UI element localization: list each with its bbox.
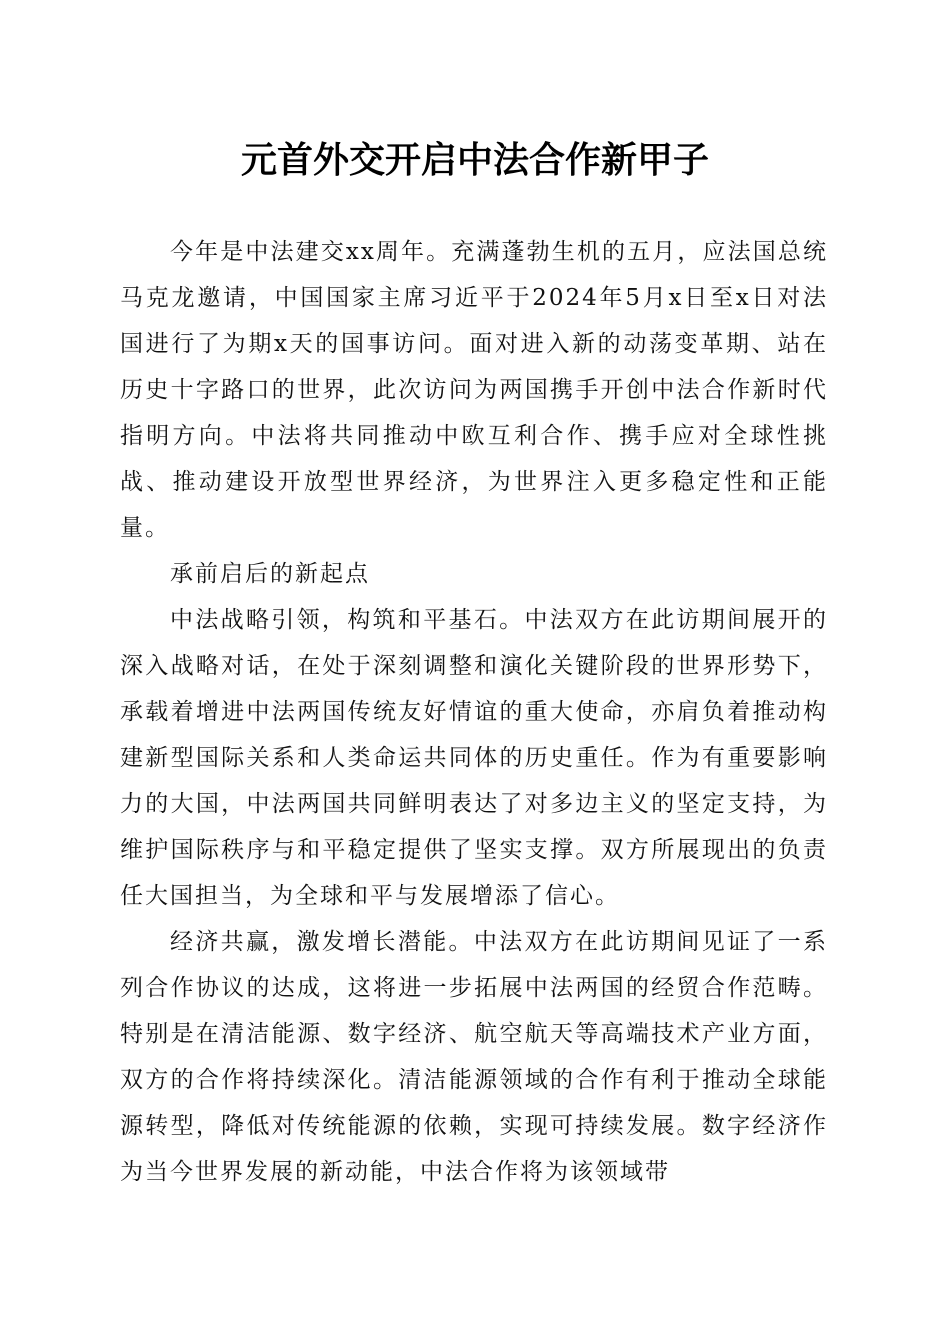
document-title: 元首外交开启中法合作新甲子 [240,139,709,181]
paragraph-intro: 今年是中法建交xx周年。充满蓬勃生机的五月，应法国总统马克龙邀请，中国国家主席习近平于2024年5月x日至x日对法国进行了为期x天的国事访问。面对进入新的动荡变革期、站在历史十字路口的世界，此次访问为两国携手开创中法合作新时代指明方向。中法将共同推动中欧互利合作、携手应对全球性挑战、推动建设开放型世界经济，为世界注入更多稳定性和正能量。 [120,239,828,541]
paragraph-economy: 经济共赢，激发增长潜能。中法双方在此访期间见证了一系列合作协议的达成，这将进一步拓展中法两国的经贸合作范畴。特别是在清洁能源、数字经济、航空航天等高端技术产业方面，双方的合作将持续深化。清洁能源领域的合作有利于推动全球能源转型，降低对传统能源的依赖，实现可持续发展。数字经济作为当今世界发展的新动能，中法合作将为该领域带 [120,929,828,1185]
paragraph-strategy: 中法战略引领，构筑和平基石。中法双方在此访期间展开的深入战略对话，在处于深刻调整和演化关键阶段的世界形势下，承载着增进中法两国传统友好情谊的重大使命，亦肩负着推动构建新型国际关系和人类命运共同体的历史重任。作为有重要影响力的大国，中法两国共同鲜明表达了对多边主义的坚定支持，为维护国际秩序与和平稳定提供了坚实支撑。双方所展现出的负责任大国担当，为全球和平与发展增添了信心。 [120,607,828,909]
document-body [120,229,828,1195]
section-heading: 承前启后的新起点 [170,561,370,587]
